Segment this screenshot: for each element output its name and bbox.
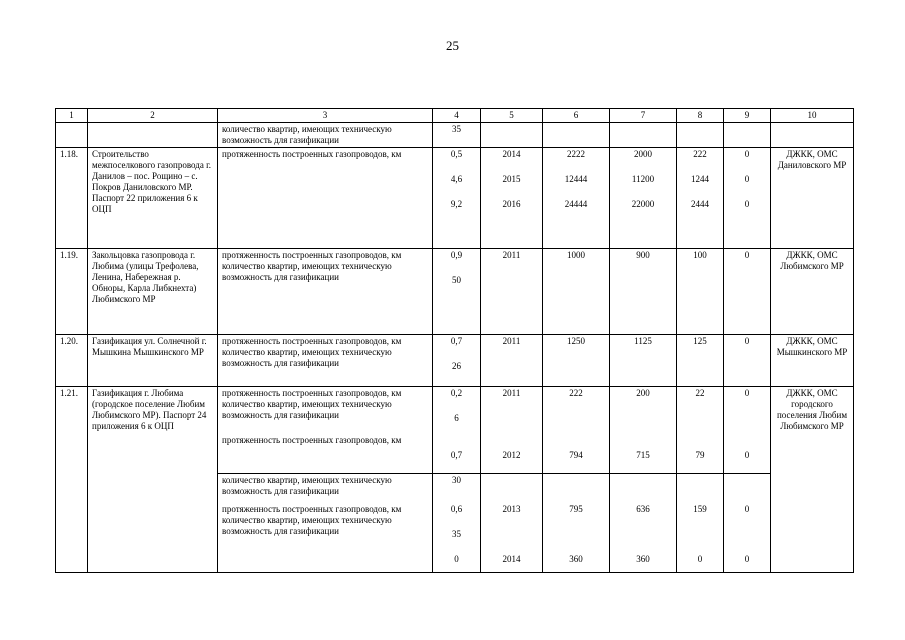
header-cell: 1 <box>56 109 88 123</box>
value-cell: 30 0,6 35 0 <box>433 474 481 573</box>
measure-name: Газификация г. Любима (городское поселение Любим Любимского МР). Паспорт 24 приложения 6 к ОЦП <box>88 387 218 573</box>
value-cell: 0,2 6 0,7 <box>433 387 481 474</box>
header-cell: 5 <box>481 109 543 123</box>
row-number: 1.21. <box>56 387 88 573</box>
amount-cell: 125 <box>677 335 724 387</box>
amount-cell: 222 794 <box>543 387 610 474</box>
amount-cell: 795 360 <box>543 474 610 573</box>
header-cell: 6 <box>543 109 610 123</box>
value-cell: 0,9 50 <box>433 249 481 335</box>
page-number: 25 <box>446 38 459 53</box>
header-row <box>56 109 854 123</box>
header-cell: 10 <box>771 109 854 123</box>
value-cell: 35 <box>433 123 481 148</box>
amount-cell: 222 1244 2444 <box>677 148 724 249</box>
header-cell: 3 <box>218 109 433 123</box>
year-cell: 2011 <box>481 249 543 335</box>
table-row <box>56 387 854 474</box>
value-cell: 0,7 26 <box>433 335 481 387</box>
amount-cell: 0 <box>724 249 771 335</box>
amount-cell: 200 715 <box>610 387 677 474</box>
amount-cell: 1250 <box>543 335 610 387</box>
executor-cell: ДЖКК, ОМС Любимского МР <box>771 249 854 335</box>
measure-name: Закольцовка газопровода г. Любима (улицы Трефолева, Ленина, Набережная р. Обноры, Карла Либкнехта) Любимского МР <box>88 249 218 335</box>
measure-name: Газификация ул. Солнечной г. Мышкина Мышкинского МР <box>88 335 218 387</box>
amount-cell: 0 <box>724 335 771 387</box>
indicator-cell: протяженность построенных газопроводов, км количество квартир, имеющих техническую возможность для газификации протяженность построенных газопроводов, км <box>218 387 433 474</box>
row-number: 1.20. <box>56 335 88 387</box>
header-cell: 8 <box>677 109 724 123</box>
executor-cell: ДЖКК, ОМС Даниловского МР <box>771 148 854 249</box>
executor-cell: ДЖКК, ОМС городского поселения Любим Любимского МР <box>771 387 854 573</box>
amount-cell: 2222 12444 24444 <box>543 148 610 249</box>
indicator-cell: протяженность построенных газопроводов, км количество квартир, имеющих техническую возможность для газификации <box>218 249 433 335</box>
measure-name: Строительство межпоселкового газопровода г. Данилов – пос. Рощино – с. Покров Даниловского МР. Паспорт 22 приложения 6 к ОЦП <box>88 148 218 249</box>
indicator-cell: количество квартир, имеющих техническую возможность для газификации протяженность построенных газопроводов, км количество квартир, имеющих техническую возможность для газификации <box>218 474 433 573</box>
amount-cell: 1125 <box>610 335 677 387</box>
amount-cell: 900 <box>610 249 677 335</box>
amount-cell: 0 0 0 <box>724 148 771 249</box>
amount-cell: 636 360 <box>610 474 677 573</box>
row-number: 1.18. <box>56 148 88 249</box>
indicator-cell: протяженность построенных газопроводов, км <box>218 148 433 249</box>
header-cell: 9 <box>724 109 771 123</box>
header-cell: 4 <box>433 109 481 123</box>
indicator-cell: количество квартир, имеющих техническую возможность для газификации <box>218 123 433 148</box>
amount-cell: 159 0 <box>677 474 724 573</box>
amount-cell: 100 <box>677 249 724 335</box>
year-cell: 2011 <box>481 335 543 387</box>
header-cell: 2 <box>88 109 218 123</box>
year-cell: 2014 2015 2016 <box>481 148 543 249</box>
header-cell: 7 <box>610 109 677 123</box>
amount-cell: 0 0 <box>724 387 771 474</box>
amount-cell: 1000 <box>543 249 610 335</box>
row-number: 1.19. <box>56 249 88 335</box>
executor-cell: ДЖКК, ОМС Мышкинского МР <box>771 335 854 387</box>
year-cell: 2013 2014 <box>481 474 543 573</box>
table-row <box>56 249 854 335</box>
amount-cell: 0 0 <box>724 474 771 573</box>
amount-cell: 2000 11200 22000 <box>610 148 677 249</box>
table-row <box>56 148 854 249</box>
table-row <box>56 123 854 148</box>
indicator-cell: протяженность построенных газопроводов, км количество квартир, имеющих техническую возможность для газификации <box>218 335 433 387</box>
program-table <box>55 108 854 573</box>
year-cell: 2011 2012 <box>481 387 543 474</box>
amount-cell: 22 79 <box>677 387 724 474</box>
table-row <box>56 335 854 387</box>
value-cell: 0,5 4,6 9,2 <box>433 148 481 249</box>
